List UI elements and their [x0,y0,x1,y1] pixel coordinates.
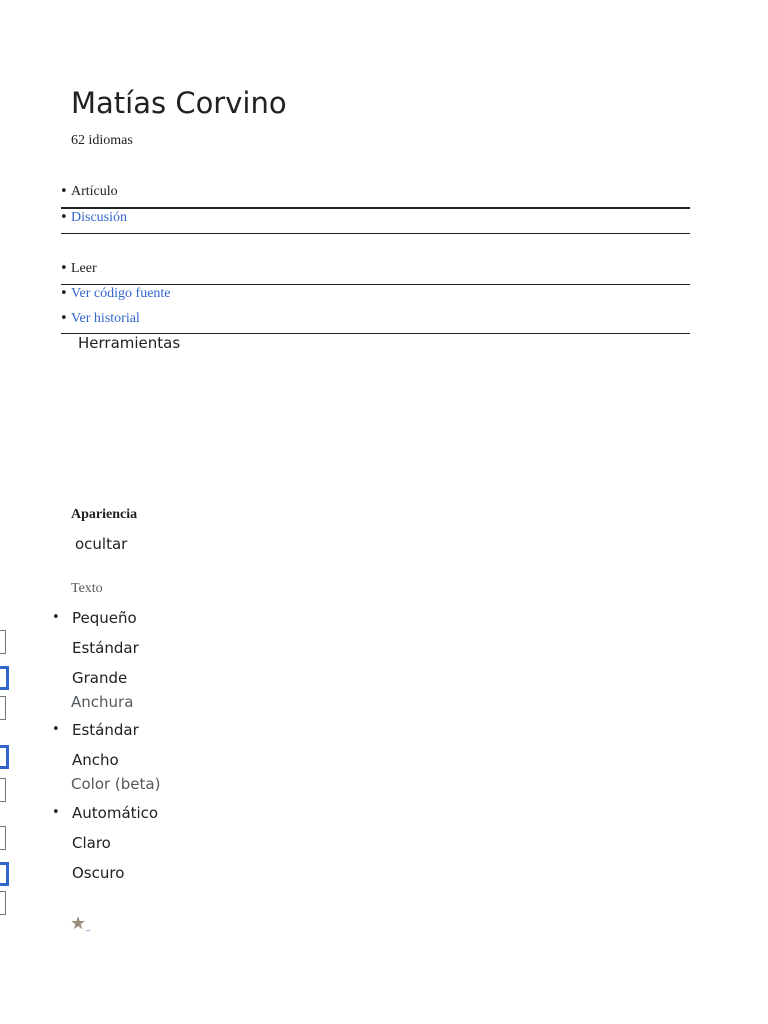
bullet: • [52,610,60,625]
text-option-standard[interactable]: Estándar [72,639,139,657]
bullet: • [60,184,68,199]
width-option-standard[interactable]: Estándar [72,721,139,739]
language-selector[interactable]: 62 idiomas [71,133,133,148]
divider [61,233,690,234]
radio-color-light[interactable] [0,862,9,886]
width-option-wide[interactable]: Ancho [72,751,119,769]
divider [61,207,690,209]
bullet: • [60,210,68,225]
tab-article[interactable]: Artículo [71,184,118,199]
divider [61,284,690,285]
tools-menu-button[interactable]: Herramientas [78,334,181,352]
radio-text-large[interactable] [0,696,6,720]
color-option-automatic[interactable]: Automático [72,804,159,822]
star-icon: ★_ [70,913,91,934]
text-option-small[interactable]: Pequeño [72,609,137,627]
color-option-light[interactable]: Claro [72,834,111,852]
radio-width-standard[interactable] [0,745,9,769]
tab-view-source[interactable]: Ver código fuente [71,286,171,301]
radio-text-small[interactable] [0,630,6,654]
bullet: • [60,261,68,276]
bullet: • [52,805,60,820]
hide-appearance-button[interactable]: ocultar [75,535,128,553]
page-title: Matías Corvino [71,86,287,120]
text-group-label: Texto [71,581,103,596]
bullet: • [52,722,60,737]
appearance-heading: Apariencia [71,507,138,522]
radio-width-wide[interactable] [0,778,6,802]
radio-color-automatic[interactable] [0,826,6,850]
bullet: • [60,286,68,301]
radio-text-standard[interactable] [0,666,9,690]
text-option-large[interactable]: Grande [72,669,128,687]
tab-read[interactable]: Leer [71,261,97,276]
radio-color-dark[interactable] [0,891,6,915]
tab-discussion[interactable]: Discusión [71,210,127,225]
color-option-dark[interactable]: Oscuro [72,864,125,882]
tab-view-history[interactable]: Ver historial [71,311,140,326]
color-group-label: Color (beta) [71,775,161,793]
width-group-label: Anchura [71,693,134,711]
bullet: • [60,311,68,326]
